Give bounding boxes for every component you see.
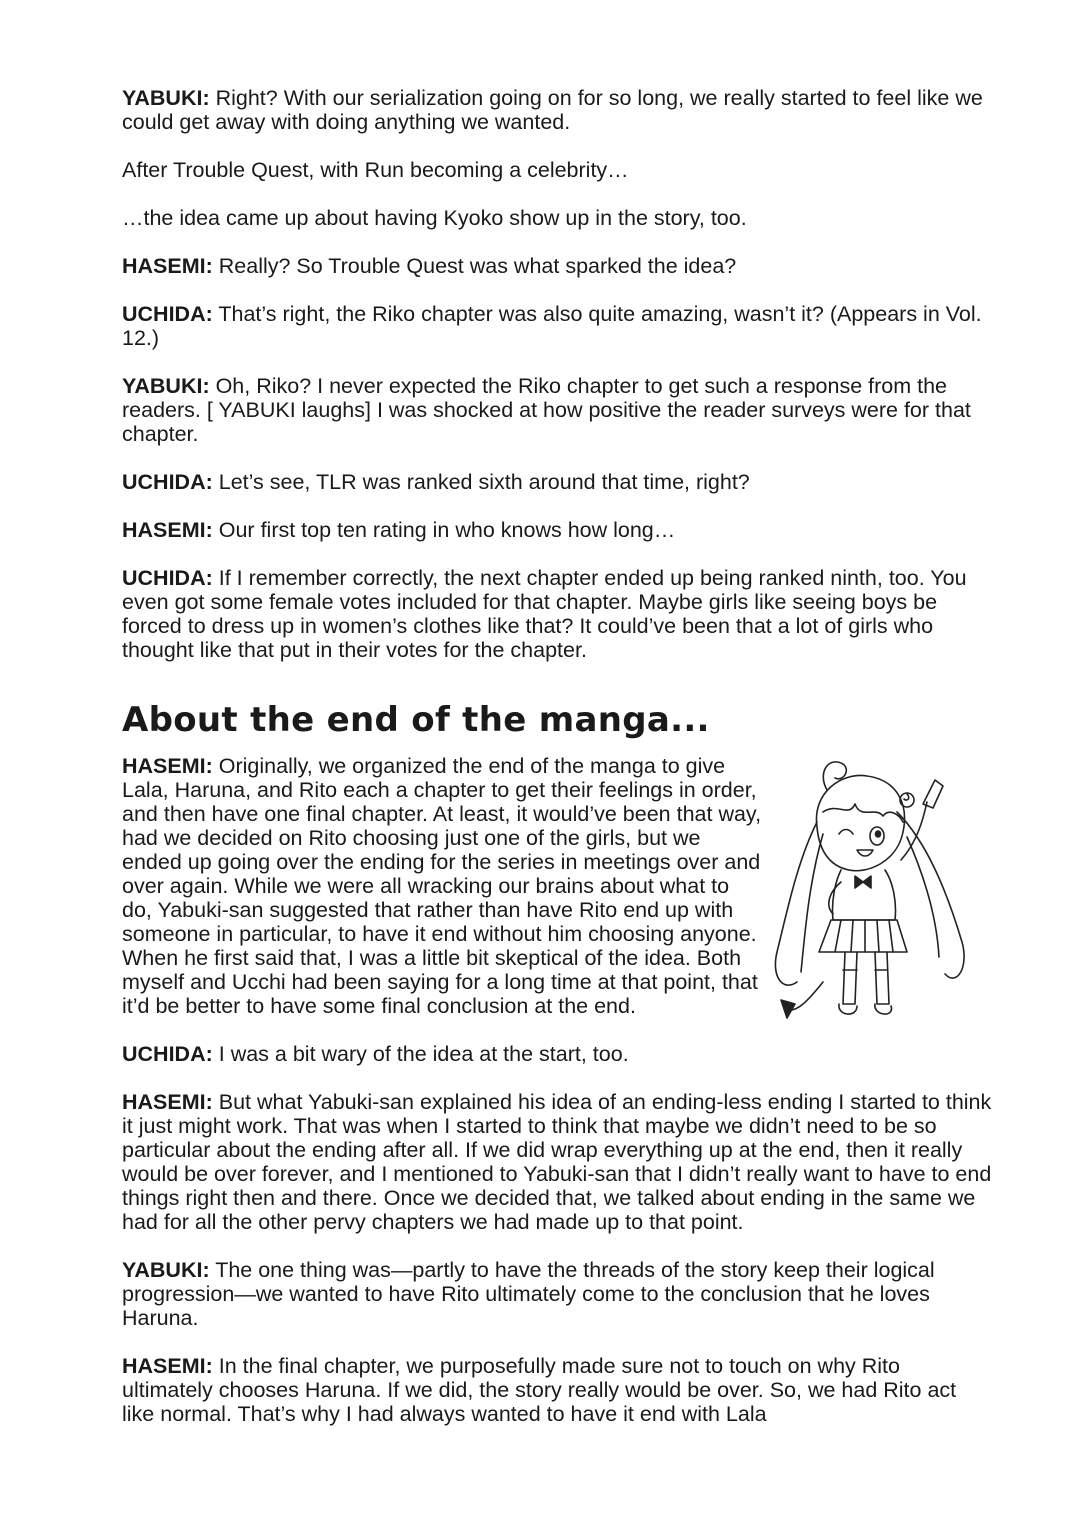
dialogue-paragraph [122, 158, 992, 182]
dialogue-paragraph [122, 1258, 992, 1330]
dialogue-text: …the idea came up about having Kyoko show up in the story, too. [122, 206, 747, 230]
dialogue-text: After Trouble Quest, with Run becoming a celebrity… [122, 158, 629, 182]
speaker-name: YABUKI: [122, 374, 210, 398]
dialogue-paragraph [122, 1354, 992, 1426]
dialogue-paragraph [122, 518, 992, 542]
speaker-name: UCHIDA: [122, 470, 213, 494]
speaker-name: HASEMI: [122, 754, 213, 778]
dialogue-paragraph [122, 566, 992, 662]
dialogue-paragraph [122, 1042, 992, 1066]
dialogue-paragraph [122, 86, 992, 134]
dialogue-paragraph [122, 754, 762, 1018]
dialogue-paragraph [122, 374, 992, 446]
dialogue-text: Originally, we organized the end of the manga to give Lala, Haruna, and Rito each a chapter to get their feelings in order, and then have one final chapter. At least, it would’ve been that way, had we decided on Rito choosing just one of the girls, but we ended up going over the ending for the series in meetings over and over again. While we were all wracking our brains about what to do, Yabuki-san suggested that rather than have Rito end up with someone in particular, to have it end without him choosing anyone. When he first said that, I was a little bit skeptical of the idea. Both myself and Ucchi had been saying for a long time at that point, that it’d be better to have some final conclusion at the end. [122, 754, 762, 1018]
section-body [122, 754, 992, 1426]
chibi-girl-illustration-icon [757, 742, 987, 1042]
speaker-name: UCHIDA: [122, 566, 213, 590]
dialogue-paragraph [122, 206, 992, 230]
dialogue-text: Really? So Trouble Quest was what sparked the idea? [212, 254, 737, 278]
speaker-name: UCHIDA: [122, 1042, 213, 1066]
dialogue-text: The one thing was—partly to have the threads of the story keep their logical progression—we wanted to have Rito ultimately come to the conclusion that he loves Haruna. [122, 1258, 935, 1330]
speaker-name: HASEMI: [122, 254, 213, 278]
speaker-name: YABUKI: [122, 1258, 210, 1282]
speaker-name: YABUKI: [122, 86, 210, 110]
dialogue-text: Right? With our serialization going on for so long, we really started to feel like we could get away with doing anything we wanted. [122, 86, 983, 134]
dialogue-text: Our first top ten rating in who knows how long… [212, 518, 676, 542]
speaker-name: HASEMI: [122, 1090, 213, 1114]
speaker-name: UCHIDA: [122, 302, 213, 326]
dialogue-text: I was a bit wary of the idea at the start, too. [212, 1042, 629, 1066]
dialogue-paragraph [122, 470, 992, 494]
dialogue-paragraph [122, 302, 992, 350]
dialogue-text: If I remember correctly, the next chapter ended up being ranked ninth, too. You even got some female votes included for that chapter. Maybe girls like seeing boys be forced to dress up in women’s clothes like that? It could’ve been that a lot of girls who thought like that put in their votes for the chapter. [122, 566, 967, 662]
dialogue-paragraph [122, 254, 992, 278]
dialogue-text: Oh, Riko? I never expected the Riko chapter to get such a response from the readers. [ YABUKI laughs] I was shocked at how positive the reader surveys were for that chapter. [122, 374, 971, 446]
document-page [122, 86, 992, 1450]
section-heading: About the end of the manga... [122, 700, 710, 740]
dialogue-text: Let’s see, TLR was ranked sixth around that time, right? [212, 470, 750, 494]
speaker-name: HASEMI: [122, 518, 213, 542]
speaker-name: HASEMI: [122, 1354, 213, 1378]
dialogue-text: In the final chapter, we purposefully made sure not to touch on why Rito ultimately chooses Haruna. If we did, the story really would be over. So, we had Rito act like normal. That’s why I had always wanted to have it end with Lala [122, 1354, 957, 1426]
dialogue-text: But what Yabuki-san explained his idea of an ending-less ending I started to think it just might work. That was when I started to think that maybe we didn’t need to be so particular about the ending after all. If we did wrap everything up at the end, then it really would be over forever, and I mentioned to Yabuki-san that I didn’t really want to have to end things right then and there. Once we decided that, we talked about ending in the same we had for all the other pervy chapters we had made up to that point. [122, 1090, 992, 1234]
dialogue-paragraph [122, 1090, 992, 1234]
dialogue-text: That’s right, the Riko chapter was also quite amazing, wasn’t it? (Appears in Vol. 12.) [122, 302, 982, 350]
